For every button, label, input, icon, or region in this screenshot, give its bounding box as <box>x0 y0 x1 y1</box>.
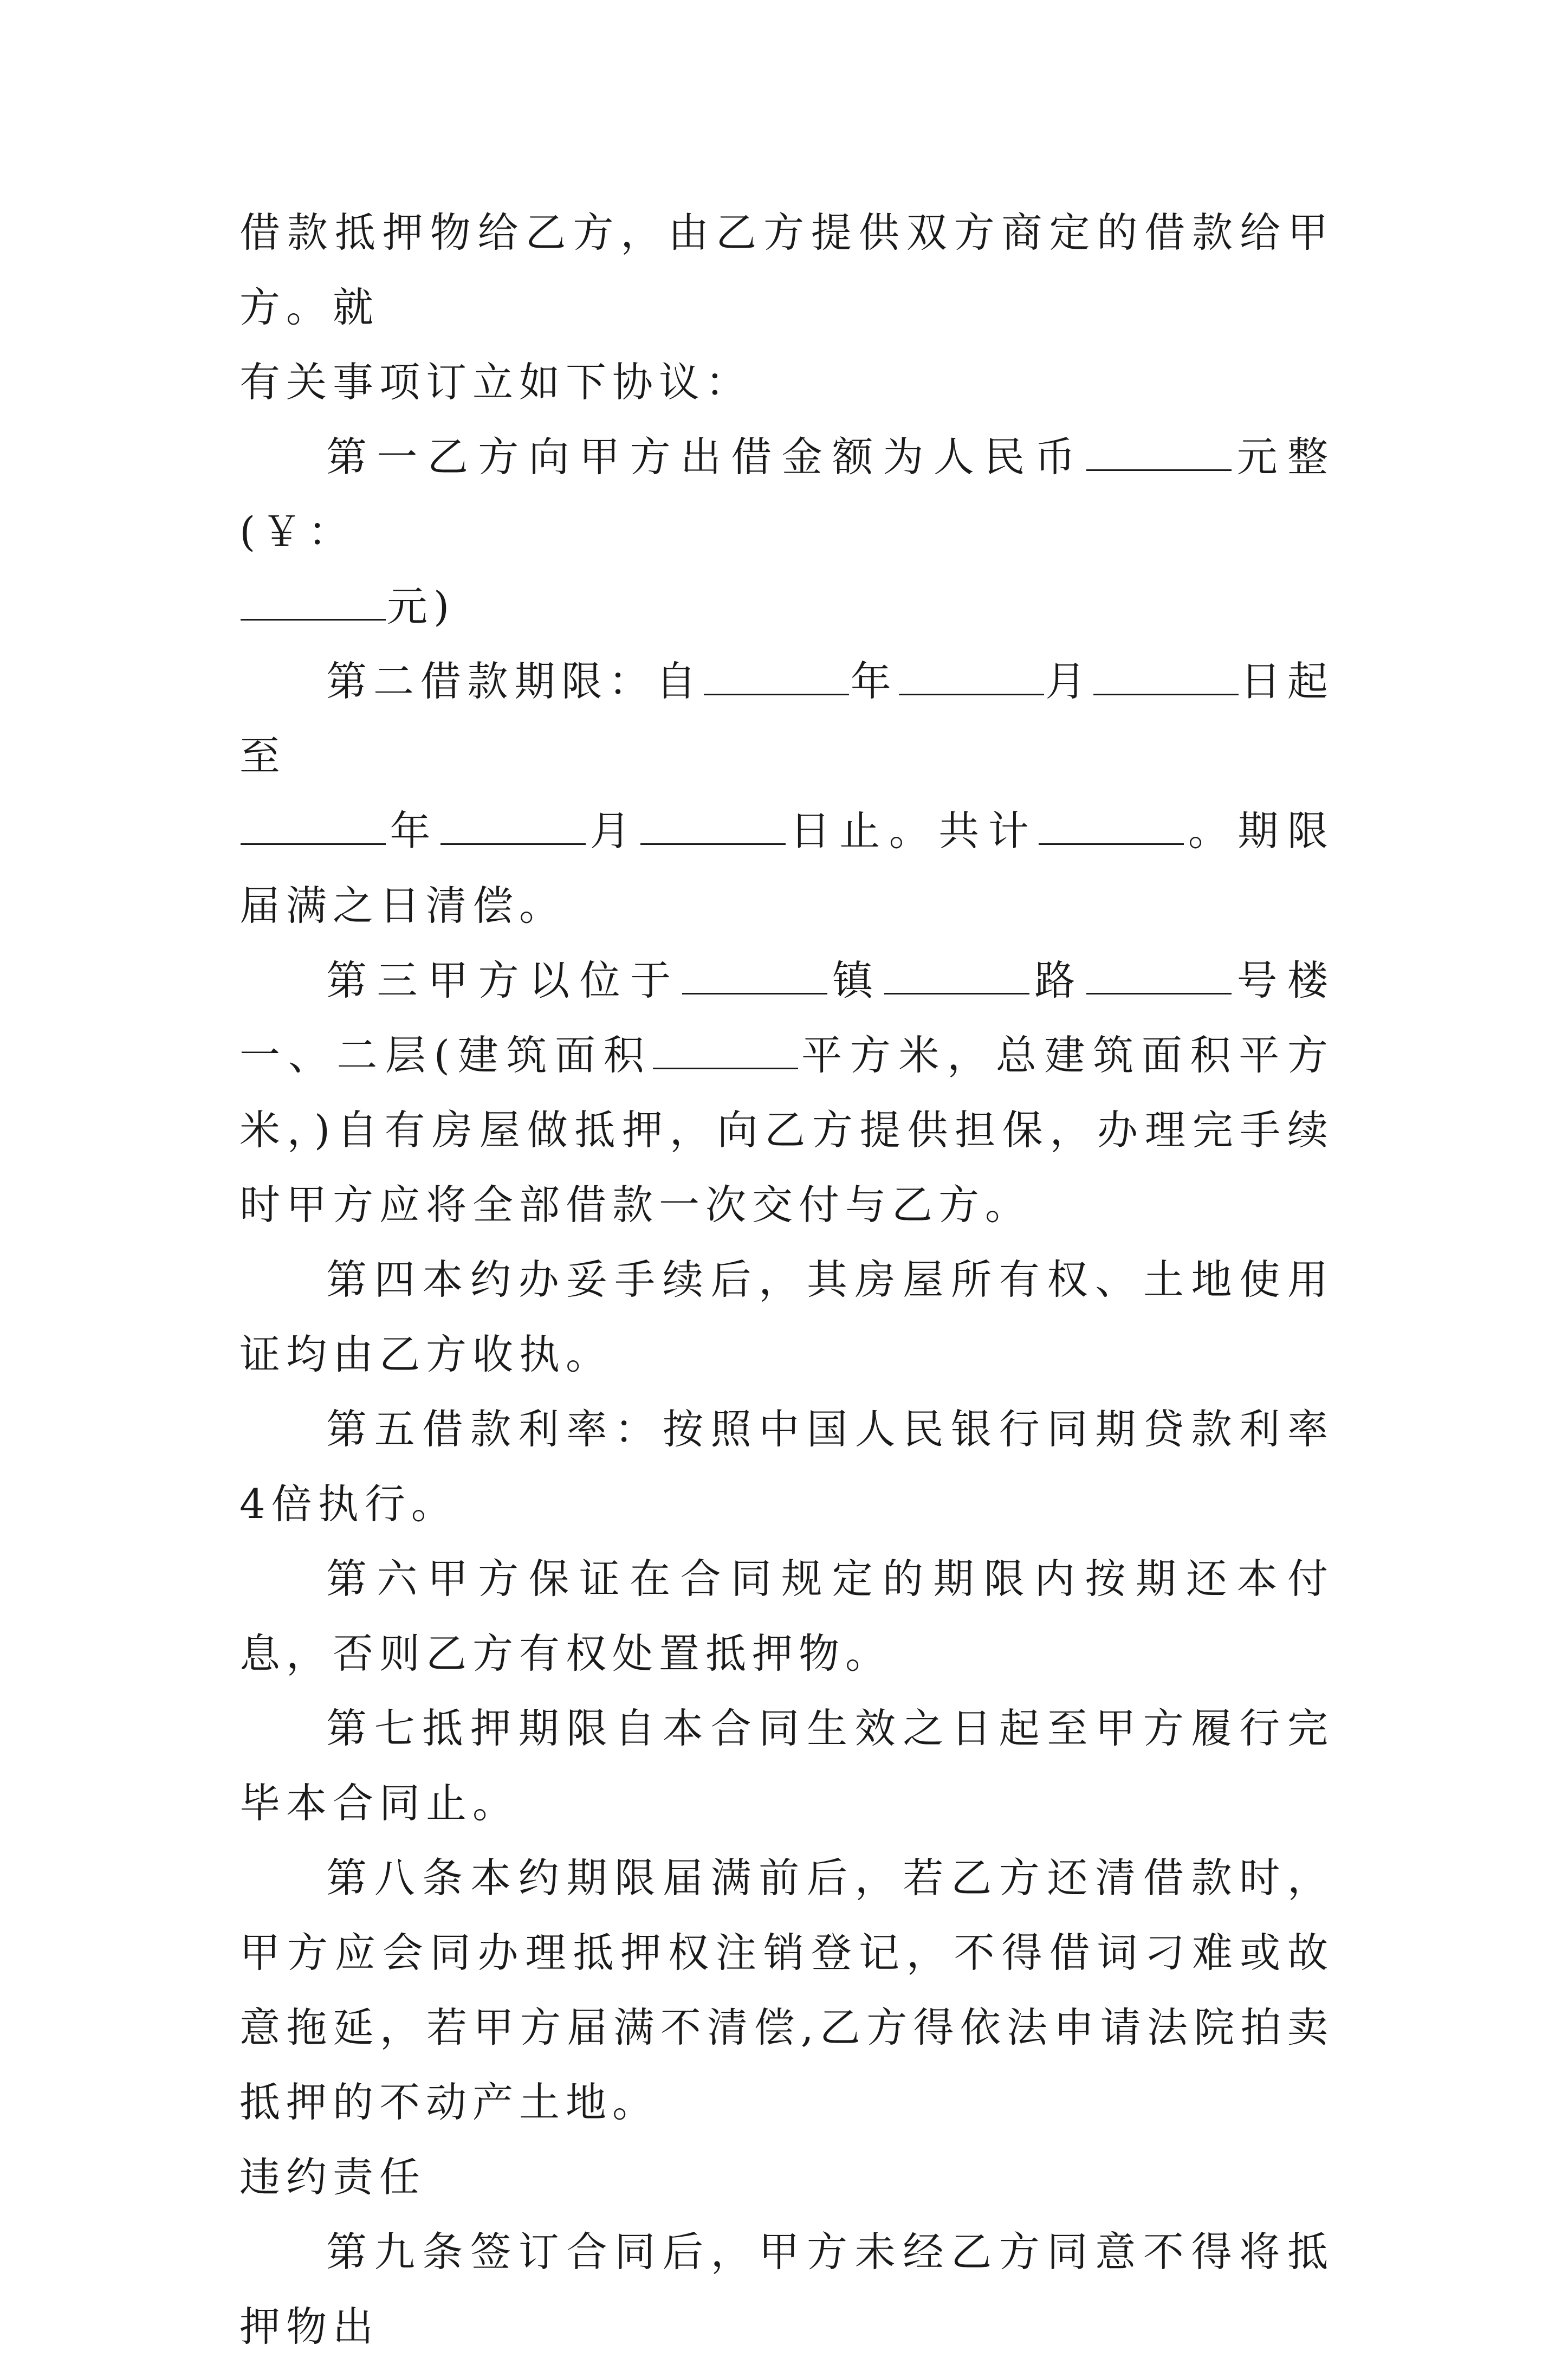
amount-chinese-blank[interactable] <box>1086 433 1232 471</box>
total-term-blank[interactable] <box>1039 807 1184 845</box>
clause-2-text-a: 第二借款期限：自 <box>326 657 703 705</box>
end-year-blank[interactable] <box>241 807 386 845</box>
clause-3-text-d: 号楼一、二层(建筑面积 <box>239 957 1334 1079</box>
clause-3 <box>239 943 1334 1242</box>
floor-area-blank[interactable] <box>653 1031 798 1070</box>
building-number-blank[interactable] <box>1086 957 1232 995</box>
amount-number-blank[interactable] <box>241 583 386 621</box>
clause-4: 第四本约办妥手续后，其房屋所有权、土地使用证均由乙方收执。 <box>239 1256 1334 1378</box>
end-month-blank[interactable] <box>440 807 586 845</box>
clause-1-text-a: 第一乙方向甲方出借金额为人民币 <box>326 433 1086 481</box>
clause-2-text-b: 年 <box>850 657 898 705</box>
clause-3-text-c: 路 <box>1030 957 1085 1004</box>
clause-1-text-c: 元) <box>387 583 456 630</box>
intro-paragraph <box>239 195 1334 419</box>
clause-9: 第九条签订合同后，甲方未经乙方同意不得将抵押物出 <box>239 2228 1334 2350</box>
section-heading-breach: 违约责任 <box>239 2153 426 2201</box>
start-year-blank[interactable] <box>704 657 849 696</box>
town-blank[interactable] <box>682 957 827 995</box>
clause-7: 第七抵押期限自本合同生效之日起至甲方履行完毕本合同止。 <box>239 1704 1334 1827</box>
start-day-blank[interactable] <box>1093 657 1239 696</box>
clause-3-text-e: 平方米，总建筑面积平方米，)自有房屋做抵押，向乙方提供担保，办理完手续时甲方应将全部借款一次交付与乙方。 <box>239 1031 1334 1229</box>
clause-3-text-b: 镇 <box>828 957 883 1004</box>
clause-2 <box>239 644 1334 943</box>
end-day-blank[interactable] <box>640 807 786 845</box>
clause-1-text-b: 元整(￥： <box>239 433 1334 556</box>
clause-1 <box>239 419 1334 644</box>
clause-2-text-g: 日止。共计 <box>787 807 1038 855</box>
road-blank[interactable] <box>884 957 1029 995</box>
clause-3-text-a: 第三甲方以位于 <box>326 957 681 1004</box>
clause-2-text-h: 。期限届满之日清偿。 <box>239 807 1334 929</box>
start-month-blank[interactable] <box>899 657 1044 696</box>
clause-2-text-d: 日起至 <box>239 657 1334 780</box>
clause-8: 第八条本约期限届满前后，若乙方还清借款时，甲方应会同办理抵押权注销登记，不得借词刁难或故意拖延，若甲方届满不清偿,乙方得依法申请法院拍卖抵押的不动产土地。 <box>239 1854 1334 2126</box>
clause-2-text-e: 年 <box>387 807 440 855</box>
intro-line-1: 借款抵押物给乙方，由乙方提供双方商定的借款给甲方。就 <box>239 209 1334 331</box>
clause-2-text-f: 月 <box>587 807 640 855</box>
document-body <box>239 195 1334 2364</box>
clause-5: 第五借款利率：按照中国人民银行同期贷款利率4倍执行。 <box>239 1405 1334 1528</box>
intro-line-2: 有关事项订立如下协议： <box>239 358 753 406</box>
clause-6: 第六甲方保证在合同规定的期限内按期还本付息，否则乙方有权处置抵押物。 <box>239 1555 1334 1677</box>
clause-2-text-c: 月 <box>1045 657 1093 705</box>
